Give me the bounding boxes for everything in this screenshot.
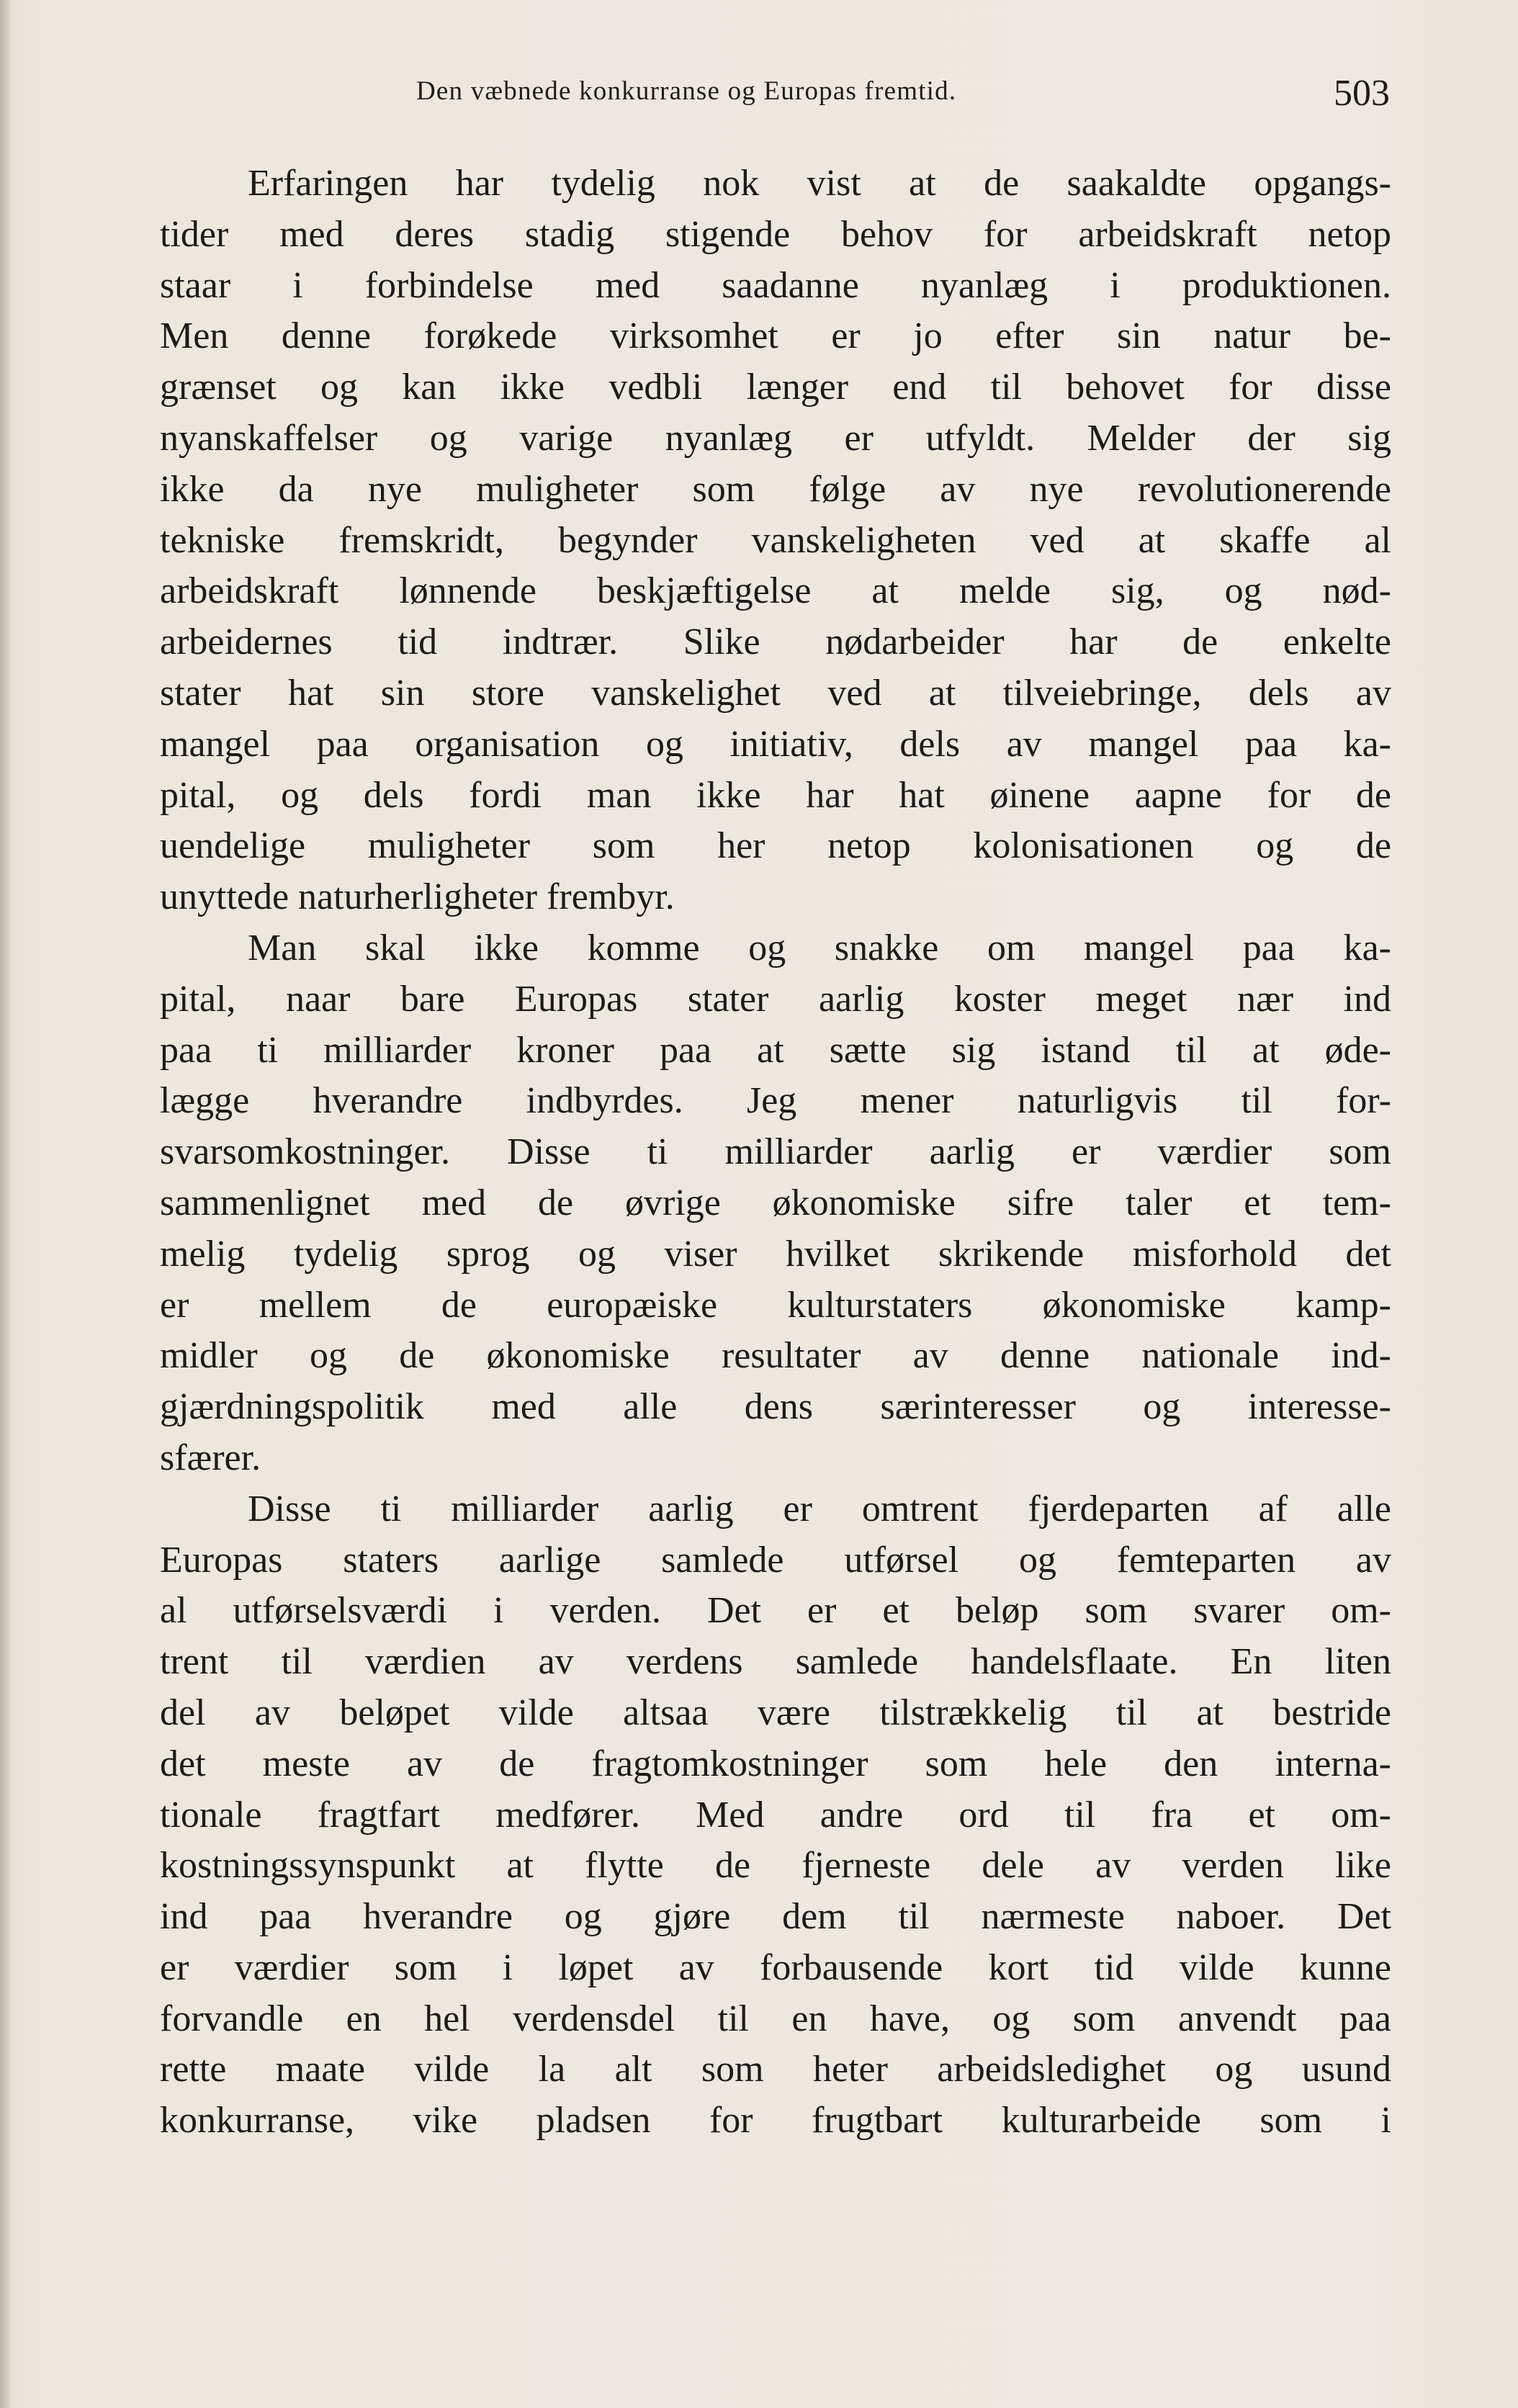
text-line: svarsomkostninger. Disse ti milliarder aarlig er værdier som <box>160 1131 1391 1173</box>
text-line: pital, og dels fordi man ikke har hat øinene aapne for de <box>160 774 1391 816</box>
text-line: tionale fragtfart medfører. Med andre ord til fra et om- <box>160 1794 1391 1836</box>
text-line: gjærdningspolitik med alle dens særinteresser og interesse- <box>160 1386 1391 1428</box>
text-line: sammenlignet med de øvrige økonomiske sifre taler et tem- <box>160 1182 1391 1223</box>
text-line: tekniske fremskridt, begynder vanskeligheten ved at skaffe al <box>160 519 1391 561</box>
text-line: Disse ti milliarder aarlig er omtrent fjerdeparten af alle <box>248 1488 1391 1529</box>
text-line: Europas staters aarlige samlede utførsel og femteparten av <box>160 1539 1391 1581</box>
text-line: Men denne forøkede virksomhet er jo efter sin natur be- <box>160 315 1391 357</box>
body-text <box>160 158 1391 2147</box>
text-line: stater hat sin store vanskelighet ved at tilveiebringe, dels av <box>160 672 1391 714</box>
paragraph-1 <box>160 158 1391 923</box>
text-line: arbeidernes tid indtrær. Slike nødarbeider har de enkelte <box>160 621 1391 663</box>
text-line: ind paa hverandre og gjøre dem til nærmeste naboer. Det <box>160 1896 1391 1938</box>
text-line: midler og de økonomiske resultater av denne nationale ind- <box>160 1335 1391 1377</box>
page-number: 503 <box>1334 73 1390 114</box>
text-line: forvandle en hel verdensdel til en have, og som anvendt paa <box>160 1998 1391 2039</box>
paragraph-2 <box>160 923 1391 1484</box>
text-line: unyttede naturherligheter frembyr. <box>160 876 675 918</box>
text-line: kostningssynspunkt at flytte de fjerneste dele av verden like <box>160 1845 1391 1887</box>
text-line: staar i forbindelse med saadanne nyanlæg i produktionen. <box>160 264 1391 306</box>
text-line: trent til værdien av verdens samlede handelsflaate. En liten <box>160 1641 1391 1683</box>
text-line: det meste av de fragtomkostninger som hele den interna- <box>160 1743 1391 1784</box>
text-line: tider med deres stadig stigende behov for arbeidskraft netop <box>160 213 1391 255</box>
text-line: melig tydelig sprog og viser hvilket skrikende misforhold det <box>160 1233 1391 1275</box>
text-line: pital, naar bare Europas stater aarlig koster meget nær ind <box>160 978 1391 1020</box>
text-line: rette maate vilde la alt som heter arbeidsledighet og usund <box>160 2049 1391 2090</box>
text-line: Man skal ikke komme og snakke om mangel paa ka- <box>248 927 1391 969</box>
text-line: mangel paa organisation og initiativ, dels av mangel paa ka- <box>160 723 1391 765</box>
text-line: grænset og kan ikke vedbli længer end til behovet for disse <box>160 367 1391 408</box>
text-line: Erfaringen har tydelig nok vist at de saakaldte opgangs- <box>248 163 1391 204</box>
text-line: al utførselsværdi i verden. Det er et beløp som svarer om- <box>160 1590 1391 1632</box>
binding-edge <box>0 0 10 2408</box>
text-line: del av beløpet vilde altsaa være tilstrækkelig til at bestride <box>160 1692 1391 1733</box>
text-line: paa ti milliarder kroner paa at sætte sig istand til at øde- <box>160 1029 1391 1071</box>
text-line: konkurranse, vike pladsen for frugtbart kulturarbeide som i <box>160 2100 1391 2142</box>
text-line: er værdier som i løpet av forbausende kort tid vilde kunne <box>160 1946 1391 1988</box>
text-line: nyanskaffelser og varige nyanlæg er utfyldt. Melder der sig <box>160 417 1391 459</box>
text-line: lægge hverandre indbyrdes. Jeg mener naturligvis til for- <box>160 1080 1391 1122</box>
text-line: sfærer. <box>160 1437 261 1478</box>
text-line: uendelige muligheter som her netop kolonisationen og de <box>160 825 1391 867</box>
paragraph-3 <box>160 1484 1391 2147</box>
text-line: ikke da nye muligheter som følge av nye revolutionerende <box>160 468 1391 510</box>
text-line: er mellem de europæiske kulturstaters økonomiske kamp- <box>160 1284 1391 1326</box>
running-head: Den væbnede konkurranse og Europas fremtid. <box>416 76 957 106</box>
text-line: arbeidskraft lønnende beskjæftigelse at melde sig, og nød- <box>160 570 1391 612</box>
